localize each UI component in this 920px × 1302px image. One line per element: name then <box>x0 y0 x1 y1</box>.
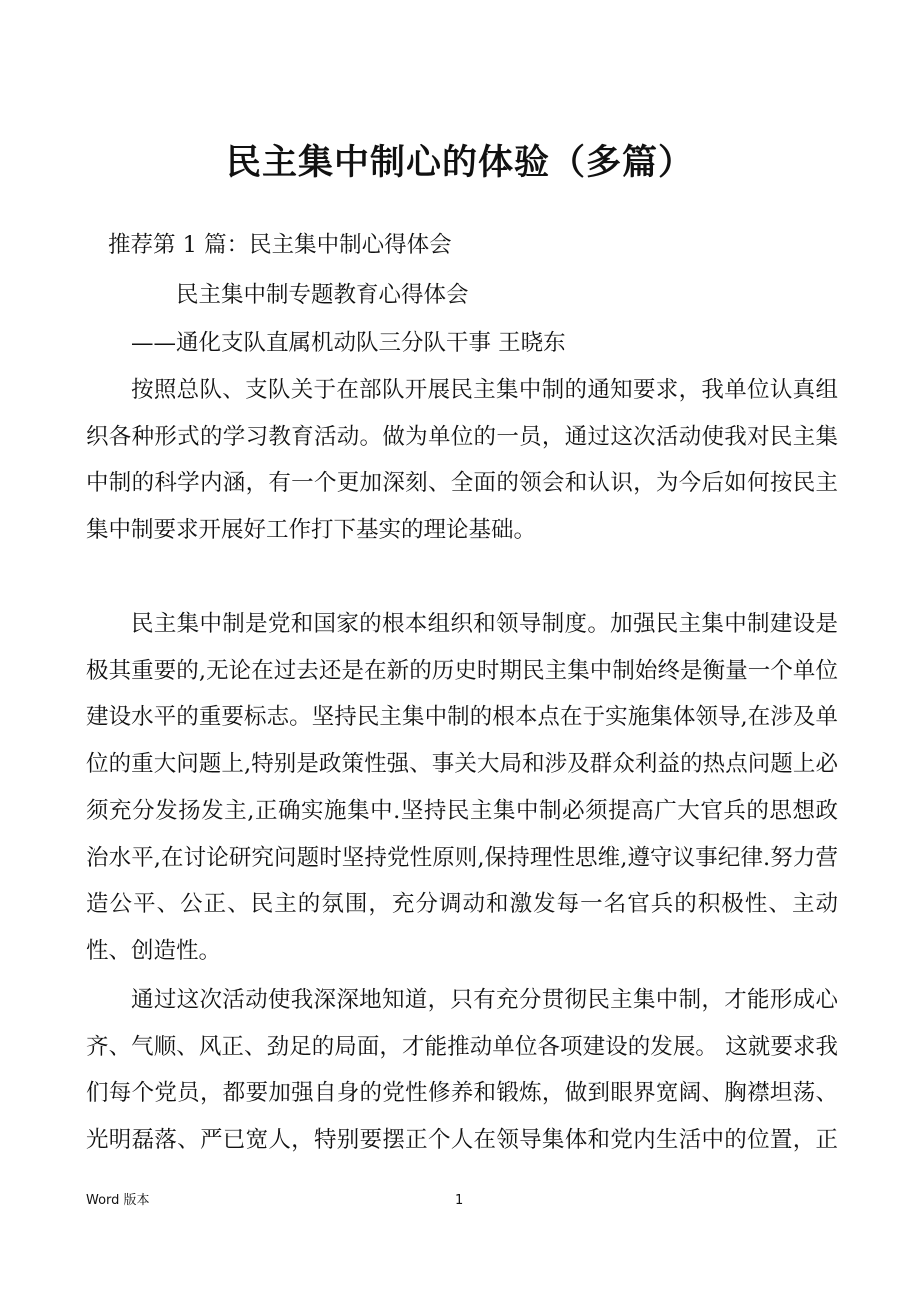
page-number: 1 <box>455 1193 464 1208</box>
page-title: 民主集中制心的体验（多篇） <box>225 142 694 183</box>
footer-label: Word 版本 <box>86 1193 150 1208</box>
paragraph-1: 按照总队、支队关于在部队开展民主集中制的通知要求，我单位认真组织各种形式的学习教育活动。做为单位的一员，通过这次活动使我对民主集中制的科学内涵，有一个更加深刻、全面的领会和认识，为今后如何按民主集中制要求开展好工作打下基实的理论基础。 <box>86 377 838 544</box>
subtitle: 民主集中制专题教育心得体会 <box>176 282 469 308</box>
author-line: ——通化支队直属机动队三分队干事 王晓东 <box>131 330 566 356</box>
paragraph-2: 民主集中制是党和国家的根本组织和领导制度。加强民主集中制建设是极其重要的,无论在过去还是在新的历史时期民主集中制始终是衡量一个单位建设水平的重要标志。坚持民主集中制的根本点在于实施集体领导,在涉及单位的重大问题上,特别是政策性强、事关大局和涉及群众利益的热点问题上必须充分发扬发主,正确实施集中.坚持民主集中制必须提高广大官兵的思想政治水平,在讨论研究问题时坚持党性原则,保持理性思维,遵守议事纪律.努力营造公平、公正、民主的氛围，充分调动和激发每一名官兵的积极性、主动性、创造性。 <box>86 611 838 964</box>
section-heading: 推荐第 1 篇：民主集中制心得体会 <box>108 232 452 258</box>
paragraph-3: 通过这次活动使我深深地知道，只有充分贯彻民主集中制，才能形成心齐、气顺、风正、劲足的局面，才能推动单位各项建设的发展。 这就要求我们每个党员，都要加强自身的党性修养和锻炼，做到眼界宽阔、胸襟坦荡、光明磊落、严已宽人，特别要摆正个人在领导集体和党内生活中的位置，正 <box>86 987 838 1154</box>
